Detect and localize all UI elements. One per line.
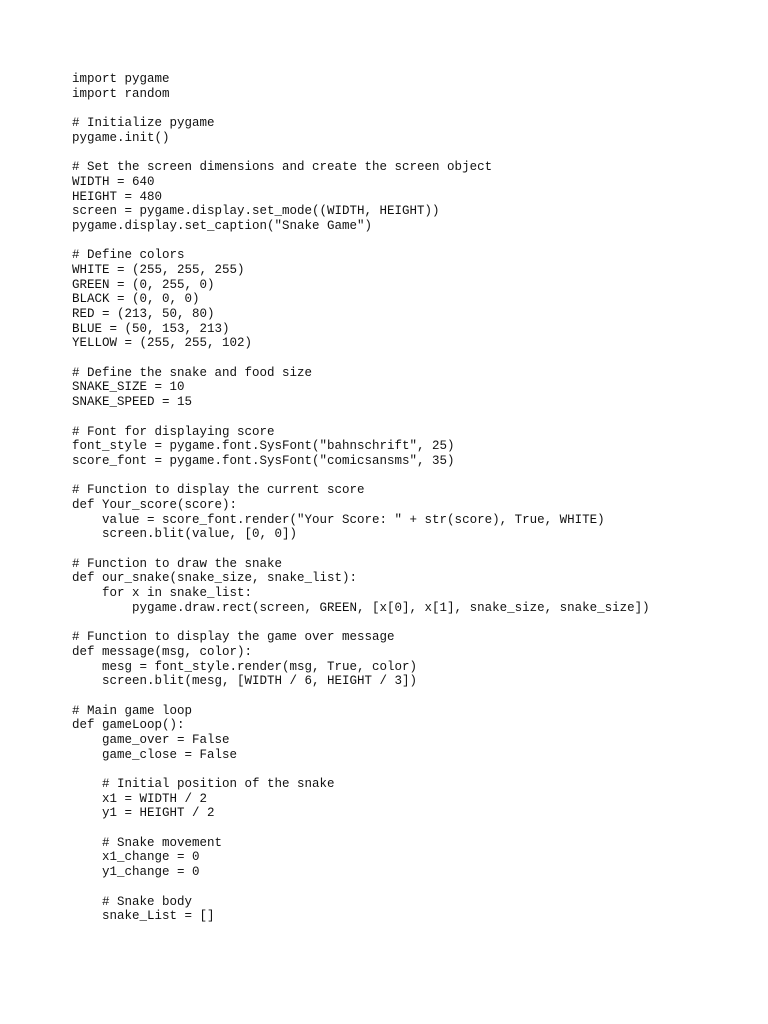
code-line: GREEN = (0, 255, 0): [72, 277, 215, 292]
code-line: snake_List = []: [72, 909, 215, 924]
code-line: # Font for displaying score: [72, 424, 275, 439]
code-line: # Define the snake and food size: [72, 365, 313, 380]
code-line: pygame.display.set_caption("Snake Game"): [72, 218, 373, 233]
code-line: # Snake movement: [72, 835, 223, 850]
code-line: pygame.draw.rect(screen, GREEN, [x[0], x[1], snake_size, snake_size]): [72, 600, 650, 615]
code-line: [72, 542, 650, 557]
code-line: screen = pygame.display.set_mode((WIDTH, HEIGHT)): [72, 204, 440, 219]
code-line: # Function to draw the snake: [72, 556, 283, 571]
code-line: value = score_font.render("Your Score: " + str(score), True, WHITE): [72, 512, 605, 527]
code-line: # Function to display the current score: [72, 483, 365, 498]
code-line: # Define colors: [72, 248, 185, 263]
code-line: game_close = False: [72, 747, 238, 762]
code-line: def Your_score(score):: [72, 497, 238, 512]
code-line: [72, 689, 650, 704]
code-line: [72, 145, 650, 160]
code-line: SNAKE_SIZE = 10: [72, 380, 185, 395]
code-line: BLACK = (0, 0, 0): [72, 292, 200, 307]
code-line: WIDTH = 640: [72, 174, 155, 189]
code-line: x1 = WIDTH / 2: [72, 791, 208, 806]
code-line: [72, 234, 650, 249]
code-line: [72, 821, 650, 836]
code-line: [72, 880, 650, 895]
code-line: [72, 410, 650, 425]
code-line: # Set the screen dimensions and create the screen object: [72, 160, 493, 175]
code-line: WHITE = (255, 255, 255): [72, 262, 245, 277]
code-line: def our_snake(snake_size, snake_list):: [72, 571, 358, 586]
code-line: def gameLoop():: [72, 718, 185, 733]
code-line: font_style = pygame.font.SysFont("bahnschrift", 25): [72, 439, 455, 454]
code-line: [72, 351, 650, 366]
code-line: # Initial position of the snake: [72, 777, 335, 791]
code-line: # Snake body: [72, 894, 193, 909]
code-line: [72, 469, 650, 484]
code-line: [72, 101, 650, 116]
code-line: y1_change = 0: [72, 865, 200, 880]
code-line: for x in snake_list:: [72, 586, 253, 601]
code-line: [72, 615, 650, 630]
code-line: # Initialize pygame: [72, 116, 215, 131]
code-line: screen.blit(value, [0, 0]): [72, 527, 298, 542]
code-line: y1 = HEIGHT / 2: [72, 806, 215, 821]
code-line: game_over = False: [72, 732, 230, 747]
code-line: score_font = pygame.font.SysFont("comicsansms", 35): [72, 453, 455, 468]
code-line: RED = (213, 50, 80): [72, 307, 215, 321]
code-line: def message(msg, color):: [72, 644, 253, 659]
code-line: x1_change = 0: [72, 850, 200, 865]
code-line: import random: [72, 86, 170, 101]
code-line: pygame.init(): [72, 130, 170, 145]
code-line: mesg = font_style.render(msg, True, color): [72, 659, 418, 674]
code-line: BLUE = (50, 153, 213): [72, 321, 230, 336]
code-line: # Function to display the game over message: [72, 630, 395, 645]
code-line: SNAKE_SPEED = 15: [72, 395, 193, 410]
code-line: # Main game loop: [72, 703, 193, 718]
code-line: YELLOW = (255, 255, 102): [72, 336, 253, 351]
code-line: import pygame: [72, 72, 170, 86]
code-line: screen.blit(mesg, [WIDTH / 6, HEIGHT / 3]): [72, 674, 418, 689]
code-line: HEIGHT = 480: [72, 189, 163, 204]
code-listing: [72, 72, 650, 924]
code-line: [72, 762, 650, 777]
